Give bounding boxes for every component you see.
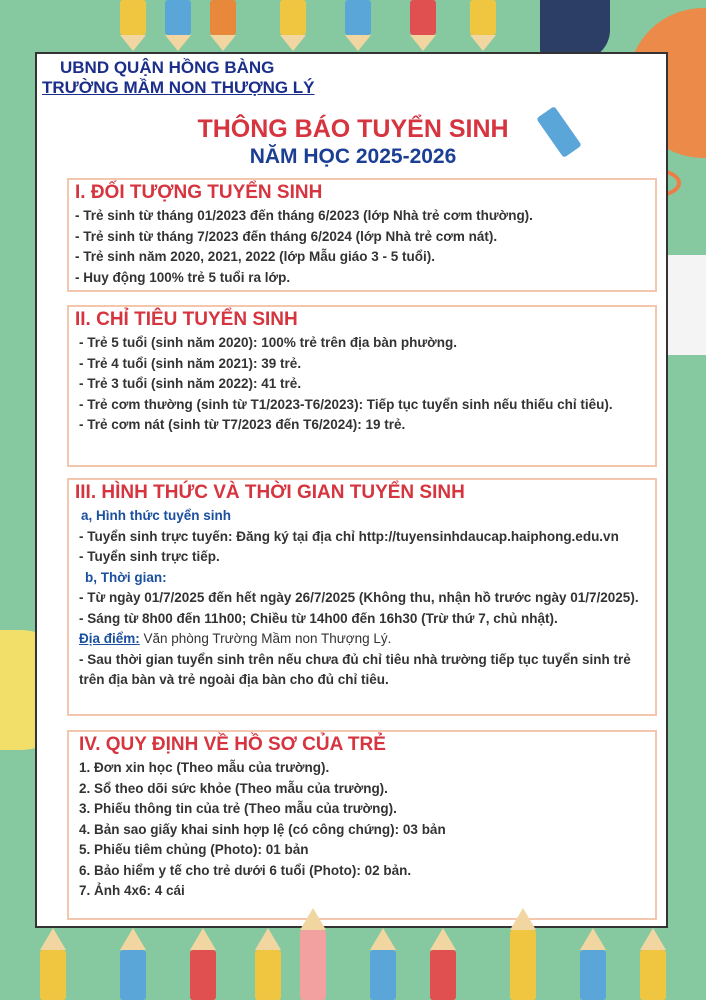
district-name: UBND QUẬN HỒNG BÀNG: [60, 58, 275, 77]
section-quota: [67, 305, 657, 467]
list-item: - Trẻ 3 tuổi (sinh năm 2022): 41 trẻ.: [79, 376, 302, 391]
section-heading: II. CHỈ TIÊU TUYỂN SINH: [75, 309, 298, 330]
section-heading: IV. QUY ĐỊNH VỀ HỒ SƠ CỦA TRẺ: [79, 734, 386, 755]
list-item: - Tuyển sinh trực tiếp.: [79, 549, 220, 564]
list-item: - Trẻ sinh năm 2020, 2021, 2022 (lớp Mẫu giáo 3 - 5 tuổi).: [75, 249, 435, 264]
school-name: TRƯỜNG MẦM NON THƯỢNG LÝ: [42, 78, 315, 97]
location-value: Văn phòng Trường Mầm non Thượng Lý.: [139, 631, 392, 646]
section-heading: III. HÌNH THỨC VÀ THỜI GIAN TUYỂN SINH: [75, 482, 465, 503]
section-eligibility: [67, 178, 657, 292]
list-item: - Huy động 100% trẻ 5 tuổi ra lớp.: [75, 269, 291, 285]
list-item: - Sáng từ 8h00 đến 11h00; Chiều từ 14h00 đến 16h30 (Trừ thứ 7, chủ nhật).: [79, 610, 558, 626]
list-item: 1. Đơn xin học (Theo mẫu của trường).: [79, 760, 330, 775]
list-item: - Trẻ 4 tuổi (sinh năm 2021): 39 trẻ.: [79, 355, 302, 371]
section-documents: [67, 730, 657, 920]
list-item: 3. Phiếu thông tin của trẻ (Theo mẫu của trường).: [79, 801, 397, 816]
section-method-time: [67, 478, 657, 716]
list-item: 4. Bản sao giấy khai sinh hợp lệ (có công chứng): 03 bản: [79, 821, 446, 837]
subheading-time: b, Thời gian:: [85, 569, 167, 585]
page-title: THÔNG BÁO TUYỂN SINH: [197, 115, 509, 143]
section-heading: I. ĐỐI TƯỢNG TUYỂN SINH: [75, 182, 323, 203]
list-item: 6. Bảo hiểm y tế cho trẻ dưới 6 tuổi (Photo): 02 bản.: [79, 862, 412, 878]
list-item: - Từ ngày 01/7/2025 đến hết ngày 26/7/2025 (Không thu, nhận hồ trước ngày 01/7/2025).: [79, 590, 639, 605]
shoe-icon: [540, 0, 610, 60]
list-item: - Tuyển sinh trực tuyến: Đăng ký tại địa chỉ http://tuyensinhdaucap.haiphong.edu.vn: [79, 528, 619, 544]
list-item: - Trẻ cơm thường (sinh từ T1/2023-T6/2023): Tiếp tục tuyển sinh nếu thiếu chỉ tiêu).: [79, 396, 613, 412]
list-item: - Trẻ 5 tuổi (sinh năm 2020): 100% trẻ trên địa bàn phường.: [79, 335, 457, 350]
list-item: 2. Sổ theo dõi sức khỏe (Theo mẫu của trường).: [79, 780, 388, 796]
list-item: - Trẻ cơm nát (sinh từ T7/2023 đến T6/2024): 19 trẻ.: [79, 417, 406, 432]
list-item: - Trẻ sinh từ tháng 7/2023 đến tháng 6/2024 (lớp Nhà trẻ cơm nát).: [75, 228, 498, 244]
list-item: 5. Phiếu tiêm chủng (Photo): 01 bản: [79, 842, 309, 857]
list-item: - Sau thời gian tuyển sinh trên nếu chưa đủ chỉ tiêu nhà trường tiếp tục tuyển sinh trẻ trên địa bàn và trẻ ngoài địa bàn cho đủ chỉ tiêu.: [79, 651, 631, 687]
location-line: [75, 629, 649, 650]
subheading-method: a, Hình thức tuyển sinh: [81, 508, 232, 523]
list-item: - Trẻ sinh từ tháng 01/2023 đến tháng 6/2023 (lớp Nhà trẻ cơm thường).: [75, 208, 533, 223]
list-item: 7. Ảnh 4x6: 4 cái: [79, 883, 185, 898]
location-label: Địa điểm:: [79, 631, 140, 646]
school-year: NĂM HỌC 2025-2026: [249, 145, 457, 168]
